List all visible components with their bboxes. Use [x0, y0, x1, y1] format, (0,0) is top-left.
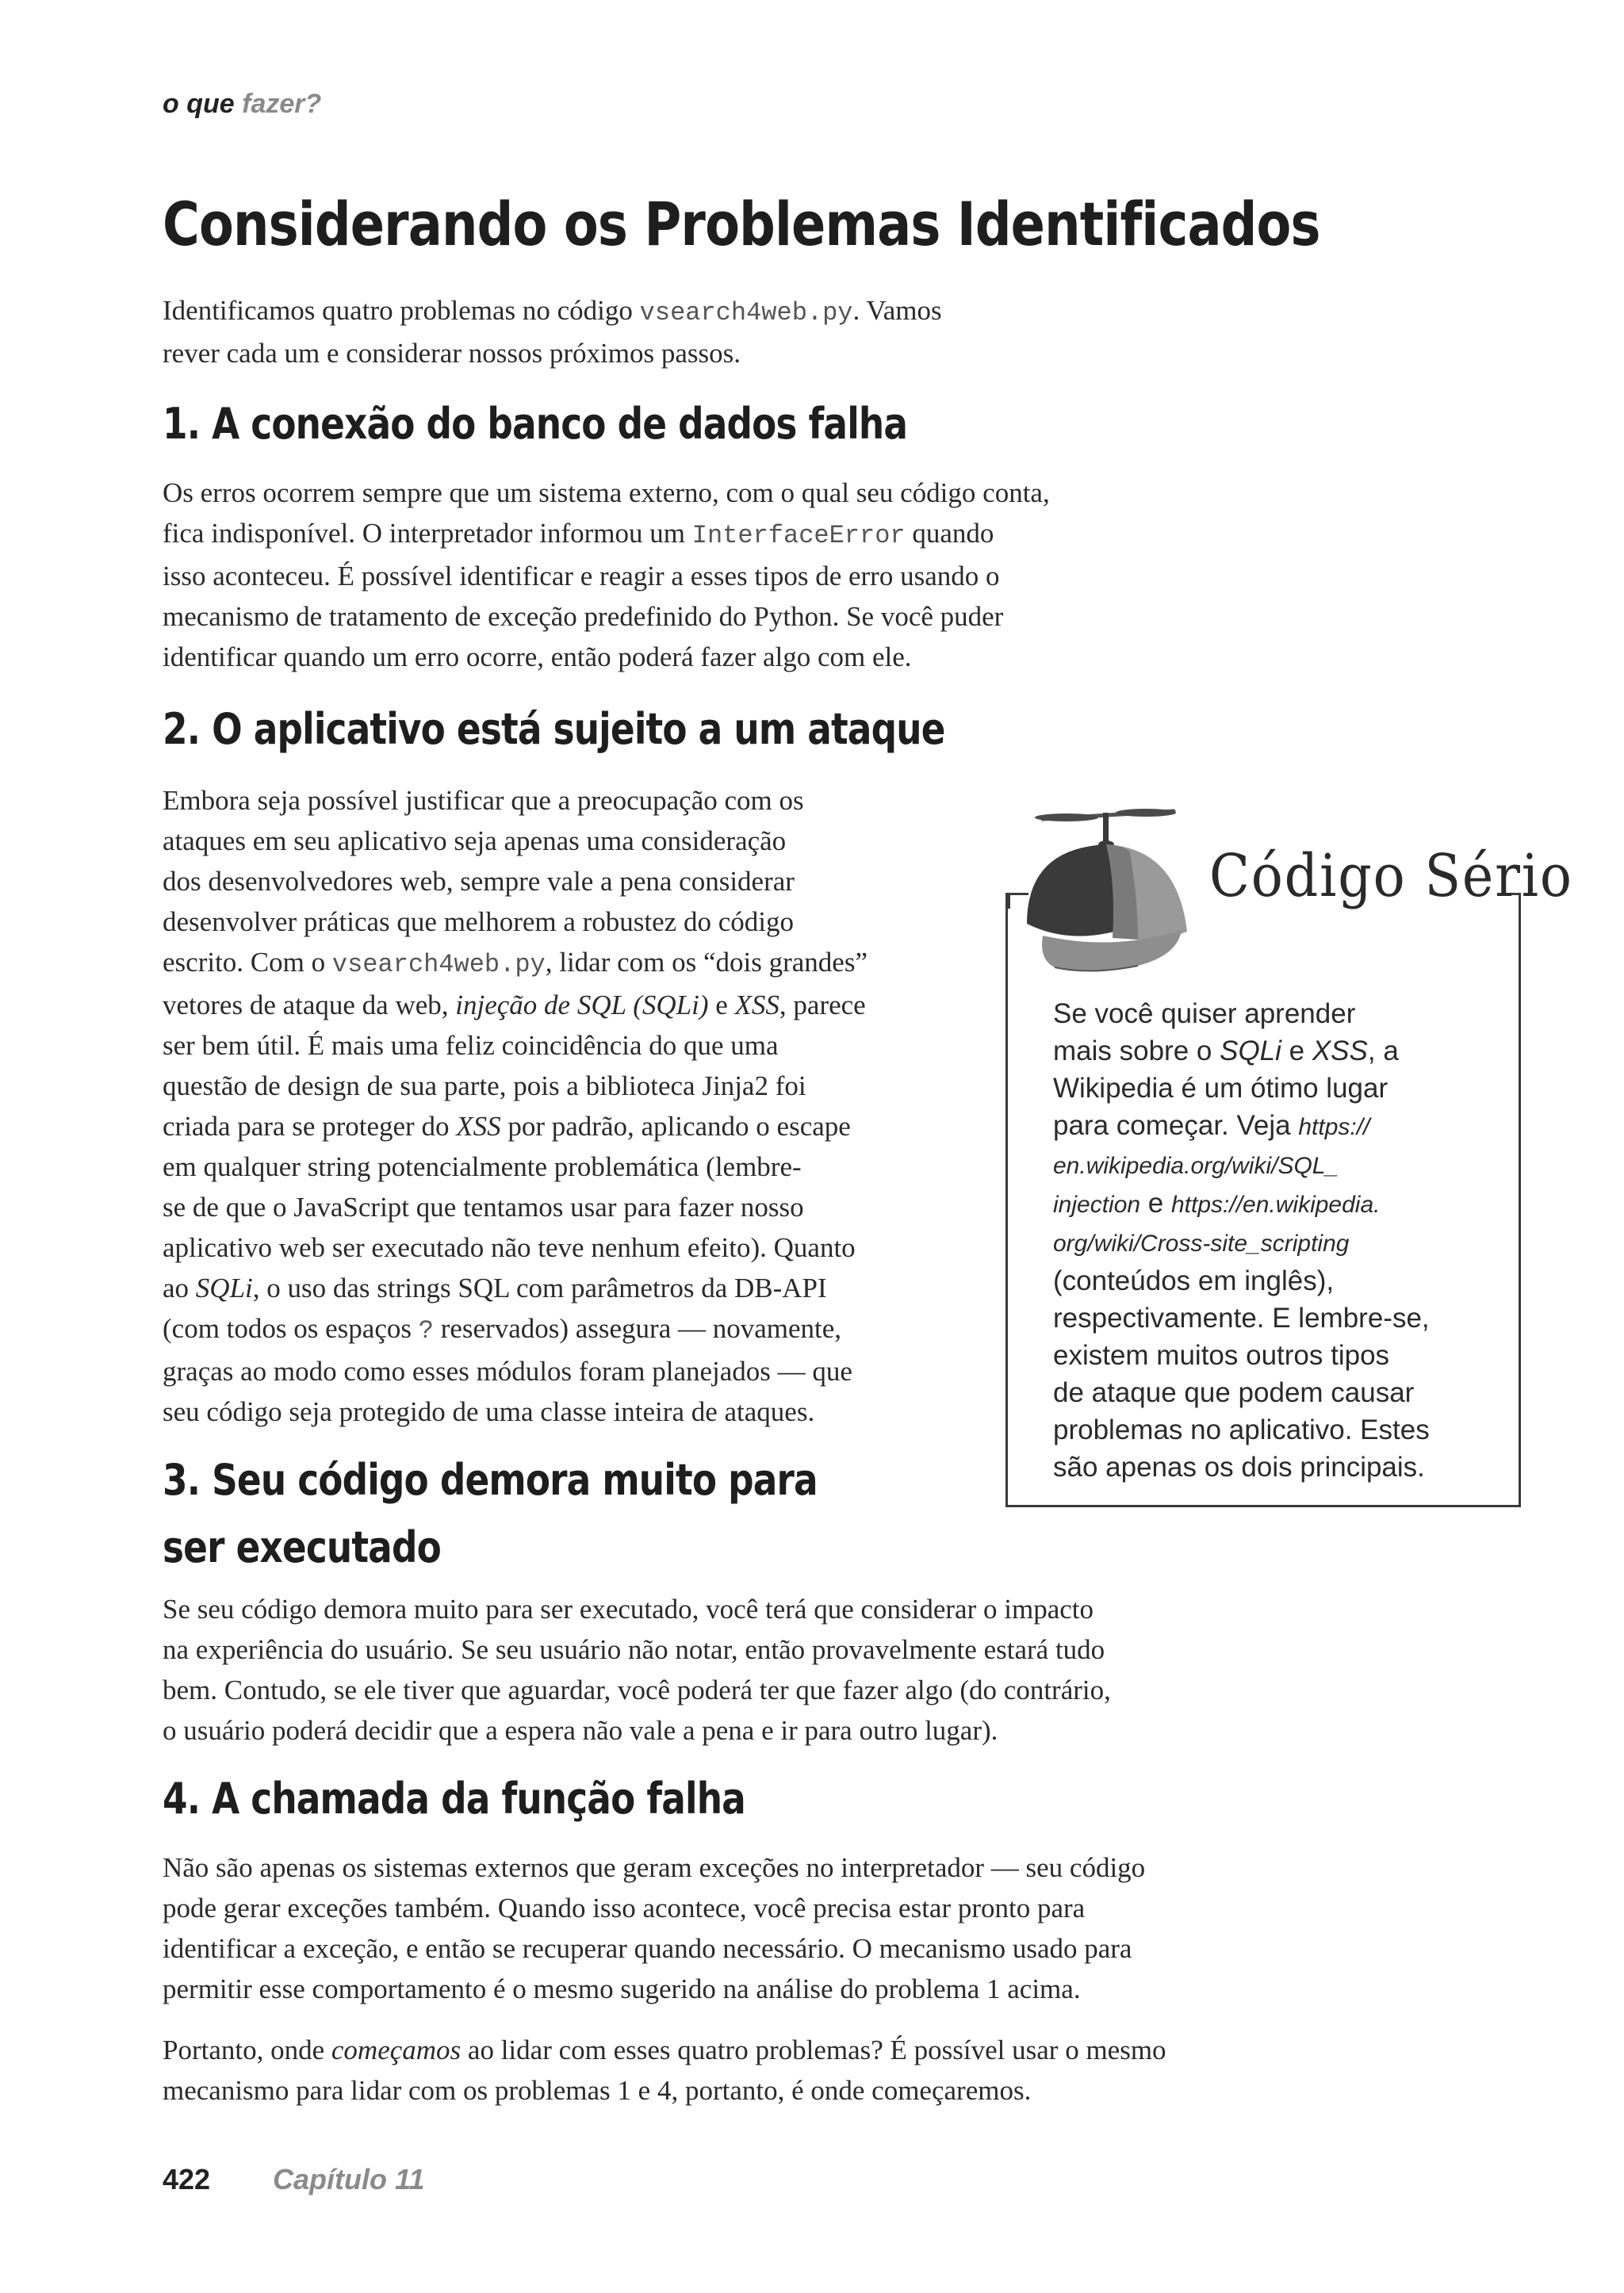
section-2-line: questão de design de sua parte, pois a biblioteca Jinja2 foi — [163, 1070, 806, 1101]
sidebar-text-span: mais sobre o — [1053, 1035, 1220, 1066]
section-2-text: vetores de ataque da web, — [163, 990, 456, 1020]
section-3-line: bem. Contudo, se ele tiver que aguardar, você poderá ter que fazer algo (do contrário, — [163, 1675, 1111, 1705]
sidebar-line — [1053, 1146, 1497, 1185]
section-1-body — [163, 473, 1289, 677]
running-head-part1: o que — [163, 89, 235, 119]
xss-term: XSS — [734, 990, 779, 1020]
section-2-text: , lidar com os “dois grandes” — [545, 947, 868, 978]
sidebar-line — [1053, 1032, 1497, 1070]
xss-link[interactable]: org/wiki/Cross-site_scripting — [1053, 1231, 1350, 1257]
closing-line: mecanismo para lidar com os problemas 1 e 4, portanto, é onde começaremos. — [163, 2075, 1032, 2106]
section-1-text: fica indisponível. O interpretador informou um — [163, 518, 692, 549]
section-2-text: criada para se proteger do — [163, 1111, 457, 1142]
section-1-line: identificar quando um erro ocorre, então poderá fazer algo com ele. — [163, 641, 912, 672]
section-2-line: Embora seja possível justificar que a preocupação com os — [163, 785, 804, 816]
intro-text-1: Identificamos quatro problemas no código — [163, 295, 640, 326]
section-2-text: , parece — [779, 990, 866, 1020]
sidebar-line: existem muitos outros tipos — [1053, 1340, 1390, 1371]
sidebar-line: problemas no aplicativo. Estes — [1053, 1414, 1430, 1445]
xss-link[interactable]: https://en.wikipedia. — [1171, 1192, 1381, 1218]
sql-injection-link[interactable]: en.wikipedia.org/wiki/SQL_ — [1053, 1153, 1339, 1179]
sidebar-text-span: e — [1140, 1188, 1171, 1219]
closing-text: ao lidar com esses quatro problemas? É possível usar o mesmo — [461, 2035, 1166, 2065]
sidebar-text-span: , a — [1367, 1035, 1399, 1066]
section-2-title: 2. O aplicativo está sujeito a um ataque — [163, 704, 945, 754]
section-2-line: aplicativo web ser executado não teve nenhum efeito). Quanto — [163, 1232, 856, 1263]
sidebar-text — [1053, 995, 1497, 1486]
sidebar-line — [1053, 1185, 1497, 1223]
section-2-line — [163, 942, 1003, 985]
placeholder-code: ? — [418, 1316, 434, 1346]
sidebar-text-span: para começar. Veja — [1053, 1110, 1299, 1141]
section-1-line: Os erros ocorrem sempre que um sistema externo, com o qual seu código conta, — [163, 477, 1050, 508]
section-2-text: e — [708, 990, 735, 1020]
section-2-line — [163, 1106, 1003, 1146]
sidebar-line — [1053, 1223, 1497, 1262]
xss-term: XSS — [456, 1111, 501, 1142]
sidebar-line — [1053, 1107, 1497, 1146]
section-4-line: permitir esse comportamento é o mesmo sugerido na análise do problema 1 acima. — [163, 1973, 1081, 2004]
section-2-line: seu código seja protegido de uma classe inteira de ataques. — [163, 1396, 815, 1427]
section-4-line: Não são apenas os sistemas externos que geram exceções no interpretador — seu código — [163, 1852, 1146, 1883]
sql-injection-link[interactable]: https:// — [1298, 1114, 1370, 1140]
section-4-line: identificar a exceção, e então se recuperar quando necessário. O mecanismo usado para — [163, 1933, 1132, 1964]
section-1-line: mecanismo de tratamento de exceção predefinido do Python. Se você puder — [163, 601, 1004, 632]
sqli-term: SQLi — [1220, 1035, 1281, 1066]
section-1-title: 1. A conexão do banco de dados falha — [163, 399, 908, 449]
section-3-line: o usuário poderá decidir que a espera não vale a pena e ir para outro lugar). — [163, 1715, 998, 1746]
intro-code: vsearch4web.py — [639, 298, 853, 327]
closing-text: Portanto, onde — [163, 2035, 331, 2065]
section-2-line: se de que o JavaScript que tentamos usar para fazer nosso — [163, 1192, 804, 1223]
section-2-text: por padrão, aplicando o escape — [500, 1111, 851, 1142]
sqli-term: SQLi — [195, 1273, 253, 1303]
section-2-text: ao — [163, 1273, 196, 1303]
section-2-line — [163, 1268, 1003, 1308]
section-2-line: desenvolver práticas que melhorem a robustez do código — [163, 906, 794, 937]
section-3-title — [163, 1446, 818, 1581]
sidebar-line: respectivamente. E lembre-se, — [1053, 1303, 1430, 1334]
section-4-line: pode gerar exceções também. Quando isso acontece, você precisa estar pronto para — [163, 1893, 1086, 1924]
section-1-line — [163, 513, 1289, 556]
intro-text-3: rever cada um e considerar nossos próximos passos. — [163, 338, 741, 369]
sidebar-line: são apenas os dois principais. — [1053, 1452, 1425, 1483]
running-head-part2: fazer? — [242, 89, 322, 119]
sidebar-heading: Código Sério — [1209, 842, 1573, 910]
section-2-line: graças ao modo como esses módulos foram planejados — que — [163, 1356, 852, 1387]
section-3-title-line: ser executado — [163, 1522, 441, 1572]
sidebar-border-tick — [1008, 893, 1010, 909]
section-2-text: reservados) assegura — novamente, — [433, 1313, 842, 1344]
section-3-body — [163, 1589, 1400, 1751]
section-4-body — [163, 1847, 1400, 2009]
interface-error-code: InterfaceError — [691, 521, 906, 550]
section-2-text: (com todos os espaços — [163, 1313, 419, 1344]
chapter-label: Capítulo 11 — [273, 2163, 425, 2195]
emphasis-term: começamos — [331, 2035, 462, 2065]
closing-line — [163, 2030, 1400, 2070]
section-1-line: isso aconteceu. É possível identificar e reagir a esses tipos de erro usando o — [163, 561, 1000, 591]
sqli-term: injeção de SQL (SQLi) — [455, 990, 709, 1020]
sidebar-line: de ataque que podem causar — [1053, 1377, 1415, 1408]
section-3-line: na experiência do usuário. Se seu usuário não notar, então provavelmente estará tudo — [163, 1634, 1105, 1665]
section-2-line: dos desenvolvedores web, sempre vale a pena considerar — [163, 866, 795, 897]
section-2-line — [163, 1308, 1003, 1351]
page-number: 422 — [163, 2163, 211, 2195]
closing-paragraph — [163, 2030, 1400, 2111]
sidebar-line: Se você quiser aprender — [1053, 998, 1356, 1029]
section-2-line: ataques em seu aplicativo seja apenas uma consideração — [163, 825, 787, 856]
section-2-text: , o uso das strings SQL com parâmetros da DB-API — [252, 1273, 827, 1303]
intro-text-2: . Vamos — [852, 295, 942, 326]
section-4-title: 4. A chamada da função falha — [163, 1774, 745, 1824]
vsearch-code: vsearch4web.py — [331, 950, 546, 979]
section-1-text: quando — [905, 518, 994, 549]
section-3-title-line: 3. Seu código demora muito para — [163, 1455, 818, 1505]
sidebar-text-span: e — [1281, 1035, 1312, 1066]
section-2-line: em qualquer string potencialmente problemática (lembre- — [163, 1151, 802, 1182]
intro-paragraph — [163, 290, 1193, 373]
sidebar-line: (conteúdos em inglês), — [1053, 1265, 1335, 1296]
section-3-line: Se seu código demora muito para ser executado, você terá que considerar o impacto — [163, 1594, 1094, 1625]
xss-term: XSS — [1312, 1035, 1368, 1066]
section-2-text: escrito. Com o — [163, 947, 332, 978]
section-2-line: ser bem útil. É mais uma feliz coincidência do que uma — [163, 1030, 779, 1061]
sql-injection-link[interactable]: injection — [1053, 1192, 1141, 1218]
section-2-body — [163, 780, 1003, 1432]
propeller-cap-icon — [1019, 805, 1201, 995]
sidebar-line: Wikipedia é um ótimo lugar — [1053, 1073, 1388, 1104]
page-title: Considerando os Problemas Identificados — [163, 189, 1320, 259]
section-2-line — [163, 985, 1003, 1025]
running-head — [163, 89, 321, 120]
